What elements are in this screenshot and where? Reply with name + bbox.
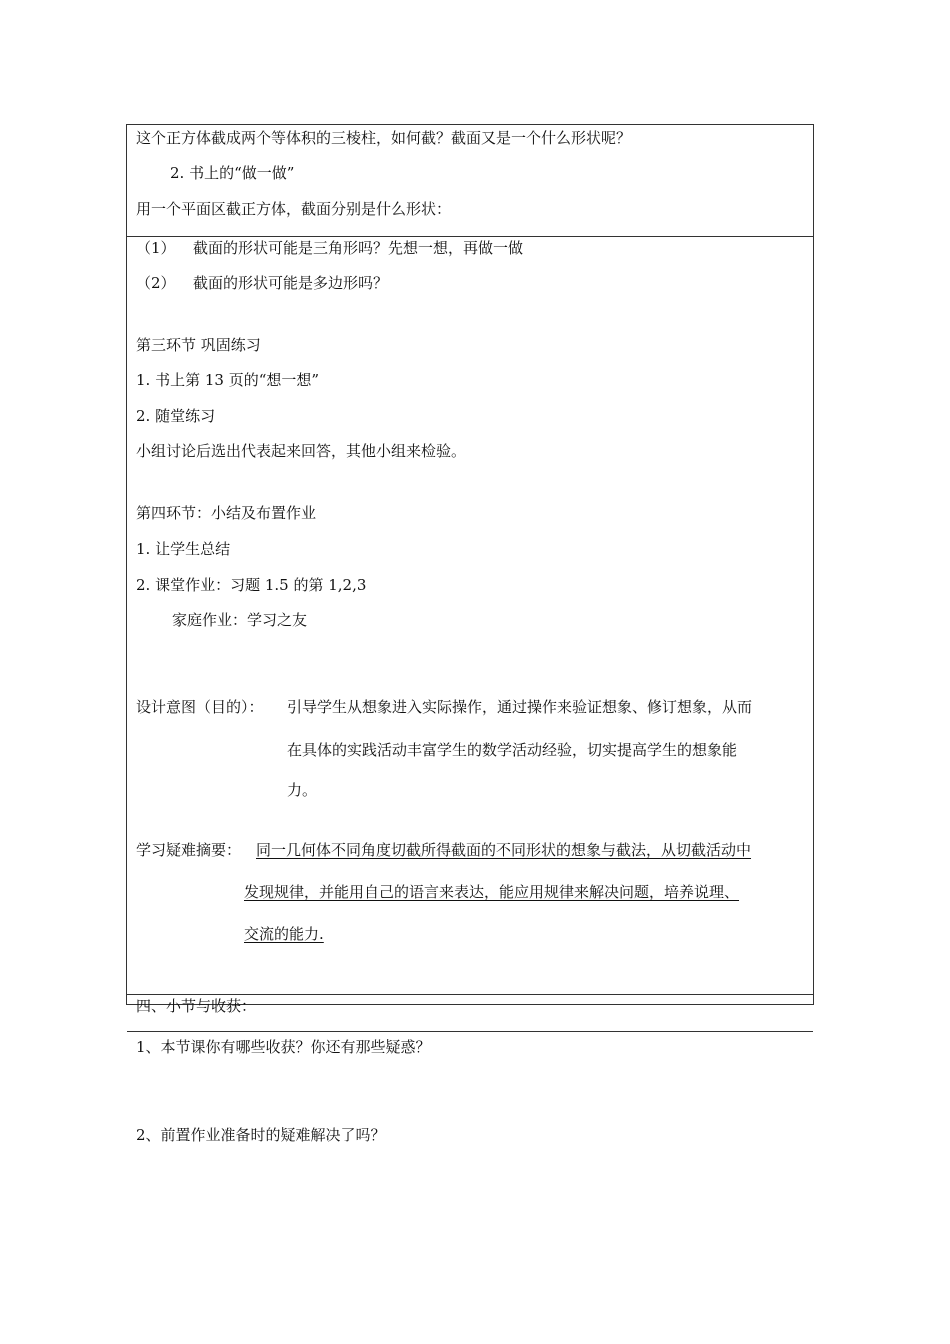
difficulty-line2: 发现规律，并能用自己的语言来表达，能应用规律来解决问题，培养说理、 bbox=[244, 883, 740, 901]
step3-title: 第三环节 巩固练习 bbox=[136, 336, 261, 354]
step4-item-3: 家庭作业：学习之友 bbox=[172, 611, 308, 629]
row-divider bbox=[127, 236, 813, 237]
summary-title: 四、小节与收获： bbox=[136, 997, 257, 1015]
question-1-number: （1） bbox=[136, 239, 176, 257]
difficulty-label: 学习疑难摘要： bbox=[136, 841, 242, 859]
step3-text: 小组讨论后选出代表起来回答，其他小组来检验。 bbox=[136, 442, 467, 460]
design-intent-label: 设计意图（目的）： bbox=[136, 698, 264, 716]
design-intent-line2: 在具体的实践活动丰富学生的数学活动经验，切实提高学生的想象能 bbox=[287, 741, 738, 759]
question-1-text: 截面的形状可能是三角形吗？先想一想，再做一做 bbox=[193, 239, 524, 257]
row-divider bbox=[127, 994, 813, 995]
step3-item-2: 2. 随堂练习 bbox=[136, 407, 216, 425]
reflection-question-1: 1、本节课你有哪些收获？你还有那些疑惑？ bbox=[136, 1038, 431, 1056]
difficulty-line3: 交流的能力. bbox=[244, 925, 324, 943]
reflection-question-2: 2、前置作业准备时的疑难解决了吗？ bbox=[136, 1126, 386, 1144]
question-2-text: 截面的形状可能是多边形吗？ bbox=[193, 274, 389, 292]
step4-item-1: 1. 让学生总结 bbox=[136, 540, 231, 558]
question-2-number: （2） bbox=[136, 274, 176, 292]
section1-line2: 2. 书上的“做一做” bbox=[170, 164, 295, 182]
design-intent-line1: 引导学生从想象进入实际操作，通过操作来验证想象、修订想象，从而 bbox=[287, 698, 753, 716]
section1-line1: 这个正方体截成两个等体积的三棱柱，如何截？截面又是一个什么形状呢？ bbox=[136, 129, 632, 147]
step4-title: 第四环节：小结及布置作业 bbox=[136, 504, 317, 522]
step3-item-1: 1. 书上第 13 页的“想一想” bbox=[136, 371, 320, 389]
section1-line3: 用一个平面区截正方体，截面分别是什么形状： bbox=[136, 200, 452, 218]
design-intent-line3: 力。 bbox=[287, 781, 318, 799]
step4-item-2: 2. 课堂作业：习题 1.5 的第 1,2,3 bbox=[136, 576, 367, 594]
difficulty-line1: 同一几何体不同角度切截所得截面的不同形状的想象与截法，从切截活动中 bbox=[256, 841, 752, 859]
row-divider bbox=[127, 1031, 813, 1032]
